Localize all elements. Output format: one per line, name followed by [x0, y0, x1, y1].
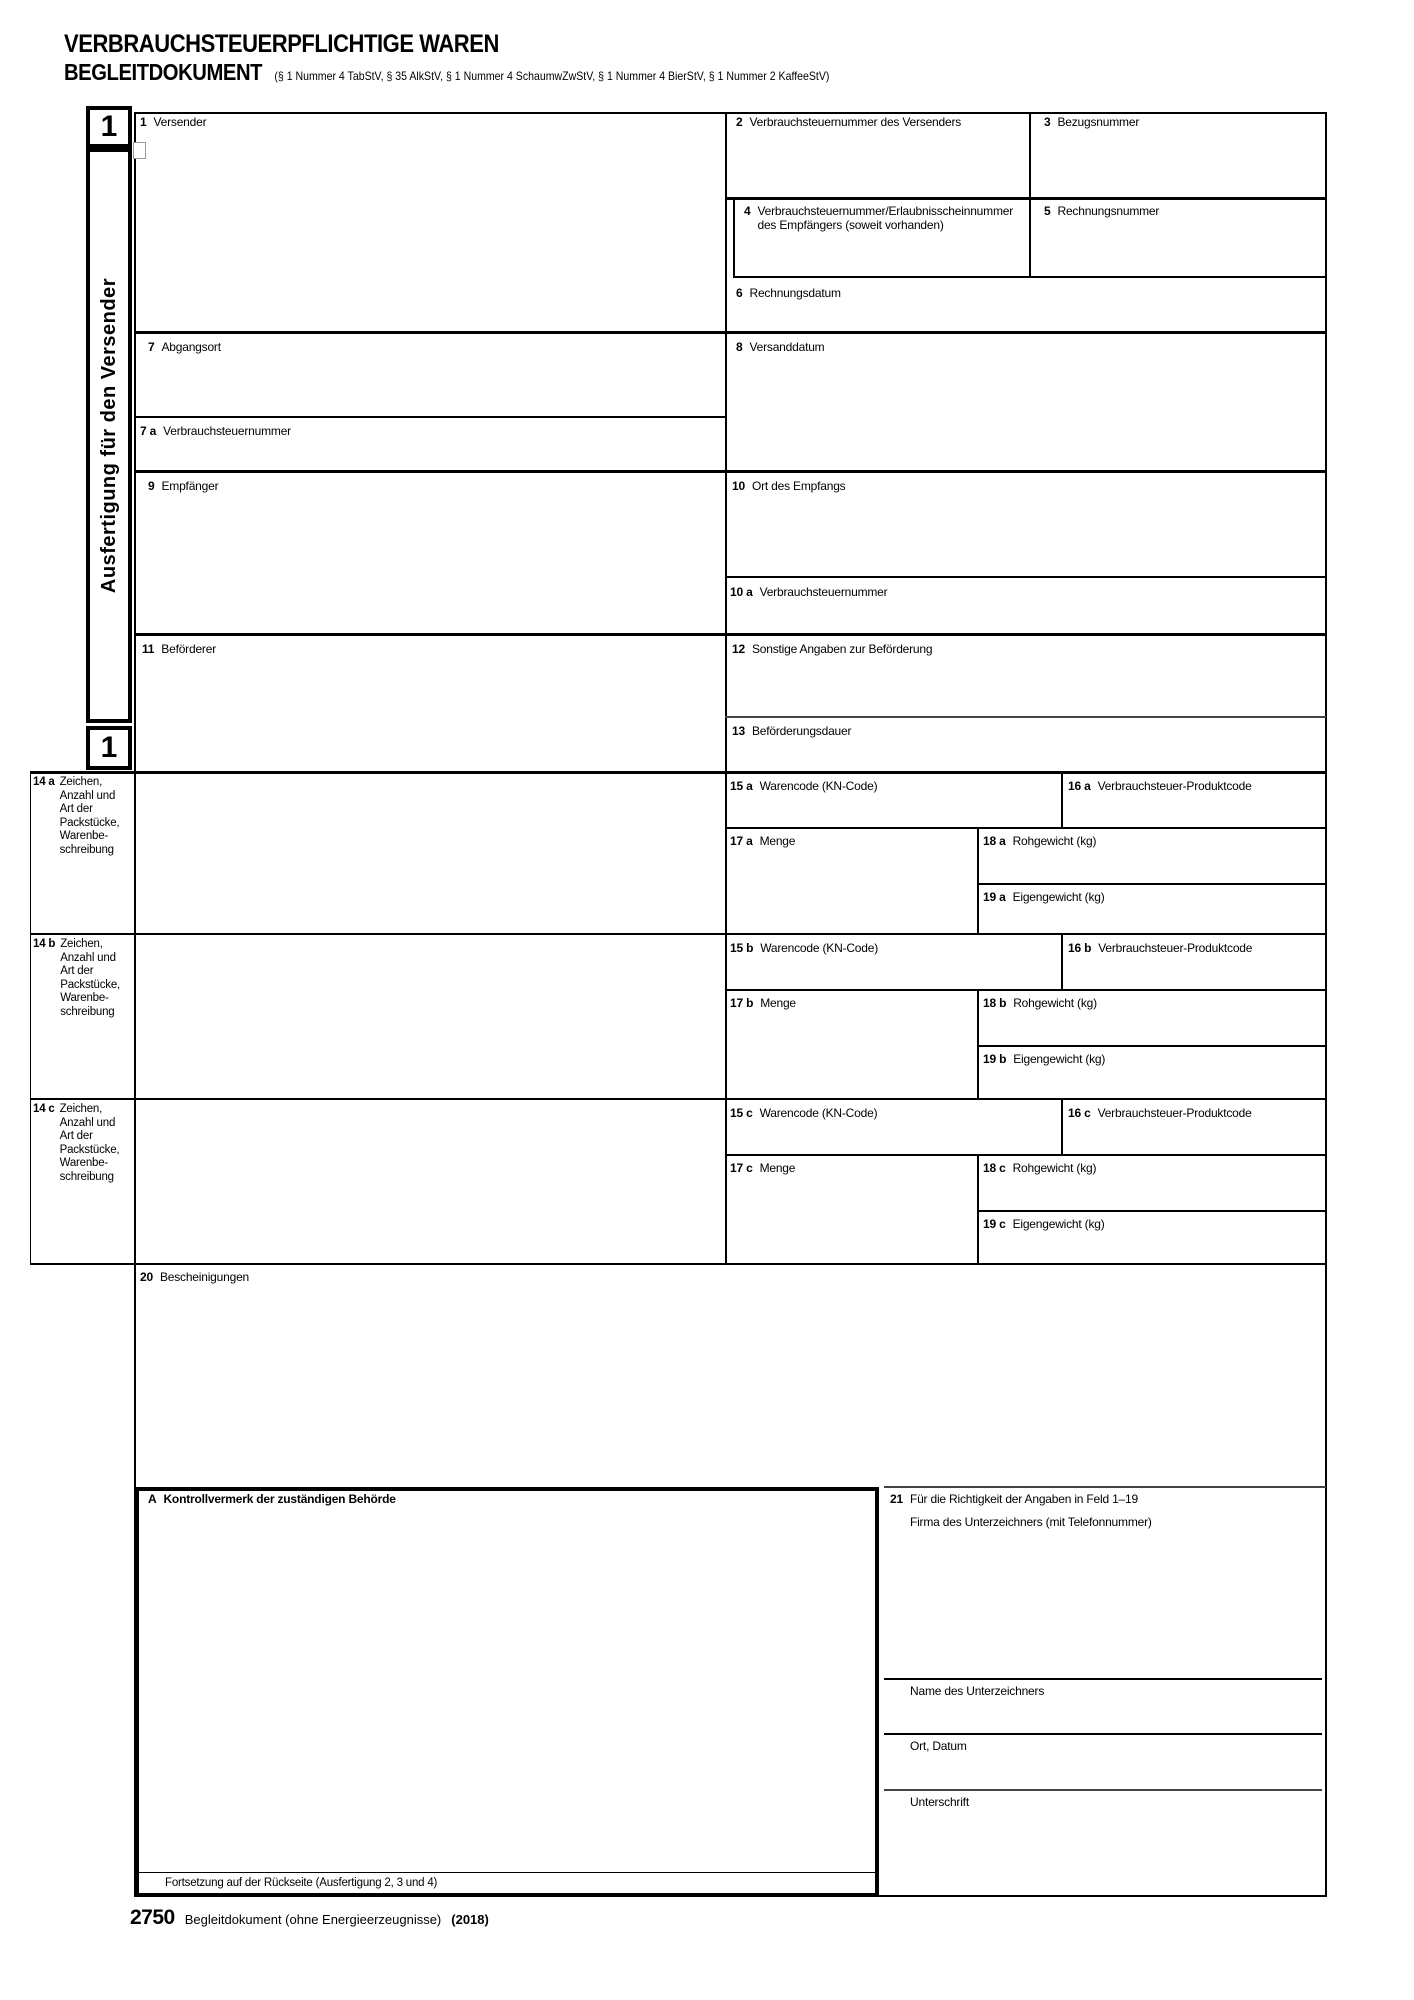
- field-number: 4: [744, 204, 751, 218]
- field-number: 20: [140, 1270, 153, 1284]
- field-7-label: 7 Abgangsort: [148, 340, 221, 354]
- signature-label: Unterschrift: [910, 1795, 969, 1809]
- line: [884, 1678, 1322, 1680]
- continuation-note: Fortsetzung auf der Rückseite (Ausfertigung 2, 3 und 4): [165, 1877, 438, 1889]
- line: [1061, 1098, 1063, 1156]
- field-21-label: 21 Für die Richtigkeit der Angaben in Feld 1–19 Firma des Unterzeichners (mit Telefonnummer): [890, 1492, 1152, 1530]
- field-8-label: 8 Versanddatum: [736, 340, 825, 354]
- line: [725, 716, 1326, 718]
- field-number: 19 b: [983, 1052, 1007, 1066]
- line: [1029, 112, 1031, 278]
- field-number: 7 a: [140, 424, 157, 438]
- copy-band: [86, 148, 132, 723]
- line: [135, 470, 1326, 473]
- field-number: 19 c: [983, 1217, 1006, 1231]
- versender-checkbox[interactable]: [133, 142, 146, 159]
- field-12-label: 12 Sonstige Angaben zur Beförderung: [732, 642, 933, 656]
- field-number: A: [148, 1492, 157, 1506]
- field-number: 10: [732, 479, 745, 493]
- line: [977, 827, 979, 935]
- field-number: 15 a: [730, 779, 753, 793]
- line: [1061, 771, 1063, 829]
- line: [733, 276, 1326, 278]
- line: [733, 197, 735, 278]
- line: [977, 1045, 1326, 1047]
- field-18c-label: 18 c Rohgewicht (kg): [983, 1161, 1097, 1175]
- field-19b-label: 19 b Eigengewicht (kg): [983, 1052, 1106, 1066]
- form-footer: [130, 1906, 489, 1930]
- field-number: 3: [1044, 115, 1051, 129]
- field-14a-label: 14 a Zeichen, Anzahl und Art der Packstücke, Warenbe- schreibung: [33, 776, 120, 856]
- line: [884, 1789, 1322, 1791]
- field-17c-label: 17 c Menge: [730, 1161, 796, 1175]
- field-19a-label: 19 a Eigengewicht (kg): [983, 890, 1105, 904]
- field-3-label: 3 Bezugsnummer: [1044, 115, 1140, 129]
- field-16b-label: 16 b Verbrauchsteuer-Produktcode: [1068, 941, 1253, 955]
- field-number: 14 b: [33, 938, 56, 950]
- kontrollvermerk-box: [135, 1487, 879, 1897]
- field-5-label: 5 Rechnungsnummer: [1044, 204, 1160, 218]
- field-15b-label: 15 b Warencode (KN-Code): [730, 941, 879, 955]
- field-number: 16 c: [1068, 1106, 1091, 1120]
- line: [30, 771, 1326, 774]
- line: [884, 1733, 1322, 1735]
- line: [30, 933, 1326, 935]
- field-10-label: 10 Ort des Empfangs: [732, 479, 846, 493]
- line: [135, 633, 1326, 636]
- form-year: (2018): [451, 1912, 489, 1927]
- field-number: 9: [148, 479, 155, 493]
- signer-name-label: Name des Unterzeichners: [910, 1684, 1045, 1698]
- copy-number-box-top: [86, 106, 132, 148]
- line: [30, 1098, 1326, 1100]
- line: [30, 1263, 1326, 1265]
- field-number: 10 a: [730, 585, 753, 599]
- field-17b-label: 17 b Menge: [730, 996, 796, 1010]
- copy-band-label: Ausfertigung für den Versender: [97, 277, 120, 594]
- line: [977, 883, 1326, 885]
- field-number: 17 c: [730, 1161, 753, 1175]
- copy-number: 1: [100, 110, 118, 143]
- form-subtitle-row: [64, 59, 829, 86]
- field-number: 18 c: [983, 1161, 1006, 1175]
- line: [977, 1210, 1326, 1212]
- form-footer-label: Begleitdokument (ohne Energieerzeugnisse): [184, 1912, 442, 1927]
- line: [135, 416, 725, 418]
- field-number: 11: [142, 642, 155, 656]
- field-number: 21: [890, 1492, 903, 1506]
- field-1-label: 1 Versender: [140, 115, 207, 129]
- field-number: 5: [1044, 204, 1051, 218]
- field-19c-label: 19 c Eigengewicht (kg): [983, 1217, 1105, 1231]
- line: [725, 112, 727, 1265]
- field-11-label: 11 Beförderer: [142, 642, 216, 656]
- field-6-label: 6 Rechnungsdatum: [736, 286, 841, 300]
- field-number: 18 b: [983, 996, 1007, 1010]
- field-16a-label: 16 a Verbrauchsteuer-Produktcode: [1068, 779, 1252, 793]
- field-16c-label: 16 c Verbrauchsteuer-Produktcode: [1068, 1106, 1252, 1120]
- field-17a-label: 17 a Menge: [730, 834, 796, 848]
- field-15c-label: 15 c Warencode (KN-Code): [730, 1106, 878, 1120]
- field-number: 17 b: [730, 996, 754, 1010]
- field-number: 14 c: [33, 1103, 55, 1115]
- field-20-label: 20 Bescheinigungen: [140, 1270, 250, 1284]
- form-title: VERBRAUCHSTEUERPFLICHTIGE WAREN: [64, 30, 499, 58]
- form-subtitle: BEGLEITDOKUMENT: [64, 59, 263, 85]
- line: [725, 197, 1326, 200]
- field-A-label: A Kontrollvermerk der zuständigen Behörde: [148, 1492, 396, 1506]
- legal-references: (§ 1 Nummer 4 TabStV, § 35 AlkStV, § 1 Nummer 4 SchaumwZwStV, § 1 Nummer 4 BierStV, § 1 Nummer 2 KaffeeStV): [274, 69, 830, 83]
- field-15a-label: 15 a Warencode (KN-Code): [730, 779, 878, 793]
- field-number: 15 b: [730, 941, 754, 955]
- field-2-label: 2 Verbrauchsteuernummer des Versenders: [736, 115, 962, 129]
- field-4-label: 4 Verbrauchsteuernummer/Erlaubnisscheinnummer des Empfängers (soweit vorhanden): [744, 204, 1014, 233]
- field-18b-label: 18 b Rohgewicht (kg): [983, 996, 1097, 1010]
- place-date-label: Ort, Datum: [910, 1739, 967, 1753]
- line: [884, 1486, 1326, 1488]
- field-number: 17 a: [730, 834, 753, 848]
- field-number: 2: [736, 115, 743, 129]
- form-number: 2750: [130, 1906, 175, 1929]
- field-number: 8: [736, 340, 743, 354]
- line: [725, 989, 1326, 991]
- field-number: 12: [732, 642, 745, 656]
- field-number: 6: [736, 286, 743, 300]
- field-number: 15 c: [730, 1106, 753, 1120]
- field-number: 13: [732, 724, 745, 738]
- field-9-label: 9 Empfänger: [148, 479, 219, 493]
- copy-number-box-bottom: [86, 726, 132, 770]
- line: [135, 331, 1326, 334]
- line: [30, 771, 31, 1265]
- line: [725, 1154, 1326, 1156]
- line: [725, 576, 1326, 578]
- field-number: 18 a: [983, 834, 1006, 848]
- field-10a-label: 10 a Verbrauchsteuernummer: [730, 585, 888, 599]
- field-14c-label: 14 c Zeichen, Anzahl und Art der Packstücke, Warenbe- schreibung: [33, 1103, 120, 1183]
- line: [1061, 933, 1063, 991]
- field-number: 1: [140, 115, 147, 129]
- field-number: 19 a: [983, 890, 1006, 904]
- field-13-label: 13 Beförderungsdauer: [732, 724, 852, 738]
- field-18a-label: 18 a Rohgewicht (kg): [983, 834, 1097, 848]
- field-14b-label: 14 b Zeichen, Anzahl und Art der Packstücke, Warenbe- schreibung: [33, 938, 121, 1018]
- field-number: 14 a: [33, 776, 55, 788]
- copy-number: 1: [100, 731, 118, 764]
- line: [135, 112, 1326, 114]
- line: [725, 827, 1326, 829]
- field-7a-label: 7 a Verbrauchsteuernummer: [140, 424, 291, 438]
- field-number: 7: [148, 340, 155, 354]
- field-number: 16 b: [1068, 941, 1092, 955]
- line: [1325, 112, 1327, 1897]
- field-number: 16 a: [1068, 779, 1091, 793]
